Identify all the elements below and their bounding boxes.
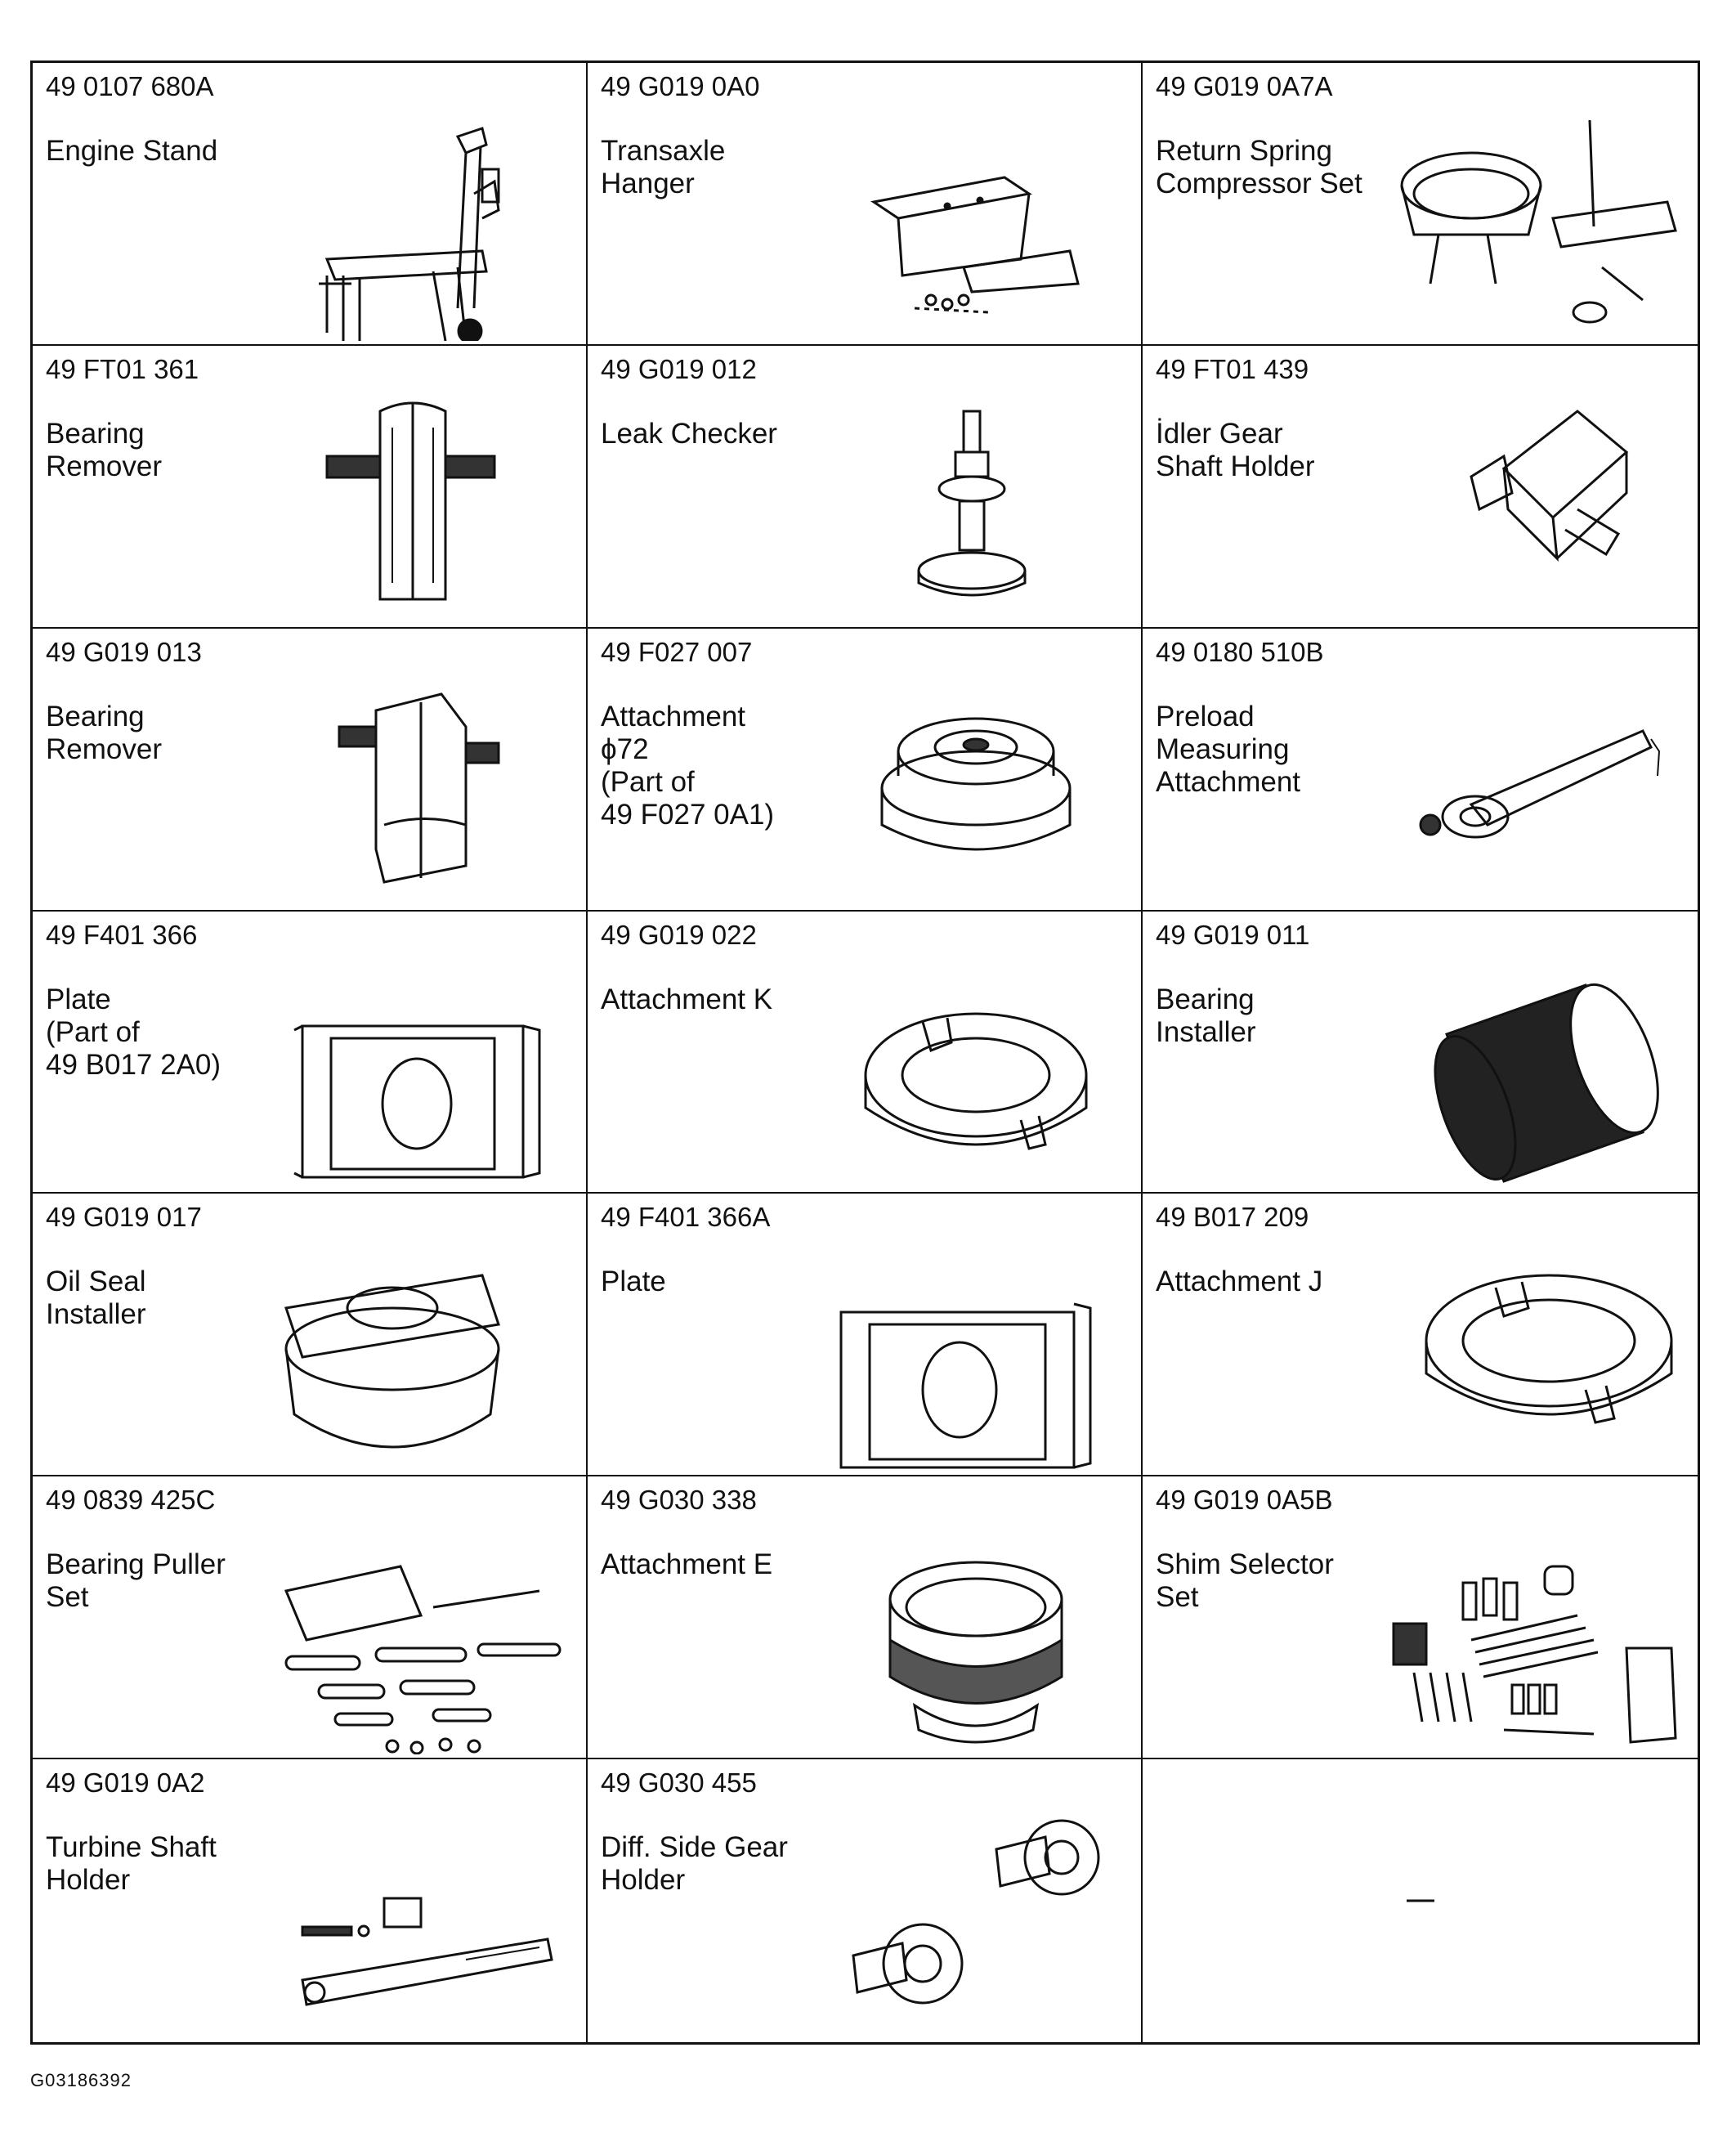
- idler-gear-shaft-holder-icon: [1381, 379, 1688, 624]
- part-number: 49 F027 007: [601, 636, 753, 667]
- part-number: 49 G019 0A0: [601, 71, 760, 101]
- tool-name: Bearing Remover: [46, 700, 162, 765]
- part-number: 49 B017 209: [1156, 1202, 1309, 1233]
- part-number: 49 FT01 439: [1156, 353, 1309, 384]
- tool-name: Diff. Side Gear Holder: [601, 1831, 788, 1897]
- part-number: 49 G019 017: [46, 1202, 202, 1233]
- part-number: 49 FT01 361: [46, 353, 199, 384]
- tool-cell: [33, 1476, 588, 1759]
- transaxle-hanger-icon: [825, 96, 1131, 341]
- tool-cell: [588, 1194, 1143, 1476]
- part-number: 49 F401 366A: [601, 1202, 771, 1233]
- bearing-remover-icon: [270, 379, 576, 624]
- part-number: 49 0107 680A: [46, 71, 214, 101]
- tool-cell: [588, 1476, 1143, 1759]
- return-spring-compressor-icon: [1381, 96, 1688, 341]
- tool-cell: [33, 63, 588, 346]
- part-number: 49 G019 013: [46, 636, 202, 667]
- tool-cell: [1143, 63, 1698, 346]
- tool-name: Bearing Puller Set: [46, 1548, 226, 1614]
- shim-selector-set-icon: [1381, 1509, 1688, 1754]
- tool-name: Plate: [601, 1266, 666, 1298]
- tool-name: Return Spring Compressor Set: [1156, 135, 1362, 199]
- part-number: 49 G030 455: [601, 1767, 757, 1799]
- tool-name: Preload Measuring Attachment: [1156, 700, 1301, 798]
- attachment-j-icon: [1381, 1226, 1688, 1472]
- tool-name: Oil Seal Installer: [46, 1266, 146, 1331]
- tool-name: Transaxle Hanger: [601, 135, 726, 199]
- tool-cell: [588, 629, 1143, 912]
- plate-2-icon: [825, 1226, 1131, 1472]
- bearing-remover-2-icon: [270, 661, 576, 907]
- part-number: 49 G019 022: [601, 919, 757, 950]
- tool-name: Plate (Part of 49 B017 2A0): [46, 983, 221, 1081]
- tool-cell: [1143, 912, 1698, 1194]
- tool-cell: [588, 1759, 1143, 2042]
- part-number: 49 F401 366: [46, 919, 198, 950]
- tool-cell-empty: [1143, 1759, 1698, 2042]
- tool-name: Attachment J: [1156, 1266, 1323, 1298]
- part-number: 49 G019 012: [601, 353, 757, 384]
- tool-name: Turbine Shaft Holder: [46, 1831, 217, 1897]
- turbine-shaft-holder-icon: [270, 1792, 576, 2037]
- attachment-72-icon: [825, 661, 1131, 907]
- tool-cell: [33, 346, 588, 629]
- plate-icon: [270, 944, 576, 1189]
- tool-name: Shim Selector Set: [1156, 1548, 1334, 1614]
- tool-name: Attachment E: [601, 1548, 773, 1581]
- tool-cell: [33, 629, 588, 912]
- part-number: 49 0180 510B: [1156, 636, 1324, 667]
- part-number: 49 0839 425C: [46, 1485, 216, 1516]
- figure-id: G03186392: [30, 2070, 132, 2090]
- engine-stand-icon: [270, 96, 576, 341]
- bearing-installer-icon: [1381, 944, 1688, 1189]
- tool-name: Bearing Remover: [46, 417, 162, 482]
- attachment-k-icon: [825, 944, 1131, 1189]
- tool-cell: [33, 1194, 588, 1476]
- part-number: 49 G019 0A2: [46, 1767, 205, 1799]
- tool-cell: [33, 1759, 588, 2042]
- tool-cell: [33, 912, 588, 1194]
- tool-name: Attachment ϕ72 (Part of 49 F027 0A1): [601, 700, 775, 831]
- part-number: 49 G019 011: [1156, 919, 1310, 950]
- bearing-puller-set-icon: [270, 1509, 576, 1754]
- part-number: 49 G030 338: [601, 1485, 757, 1516]
- tool-cell: [1143, 346, 1698, 629]
- tool-cell: [1143, 1194, 1698, 1476]
- tool-name: Bearing Installer: [1156, 983, 1256, 1048]
- preload-attachment-icon: [1381, 661, 1688, 907]
- tool-cell: [588, 912, 1143, 1194]
- tool-cell: [588, 346, 1143, 629]
- attachment-e-icon: [825, 1509, 1131, 1754]
- tool-cell: [1143, 1476, 1698, 1759]
- tool-cell: [1143, 629, 1698, 912]
- part-number: 49 G019 0A5B: [1156, 1485, 1333, 1516]
- special-tools-table: [30, 60, 1700, 2045]
- tool-name: İdler Gear Shaft Holder: [1156, 417, 1315, 482]
- oil-seal-installer-icon: [270, 1226, 576, 1472]
- tool-name: Engine Stand: [46, 135, 218, 167]
- tool-name: Attachment K: [601, 983, 773, 1015]
- part-number: 49 G019 0A7A: [1156, 71, 1333, 101]
- tool-name: Leak Checker: [601, 417, 777, 450]
- leak-checker-icon: [825, 379, 1131, 624]
- empty-dash: [1407, 1900, 1434, 1902]
- tool-cell: [588, 63, 1143, 346]
- diff-side-gear-holder-icon: [825, 1792, 1131, 2037]
